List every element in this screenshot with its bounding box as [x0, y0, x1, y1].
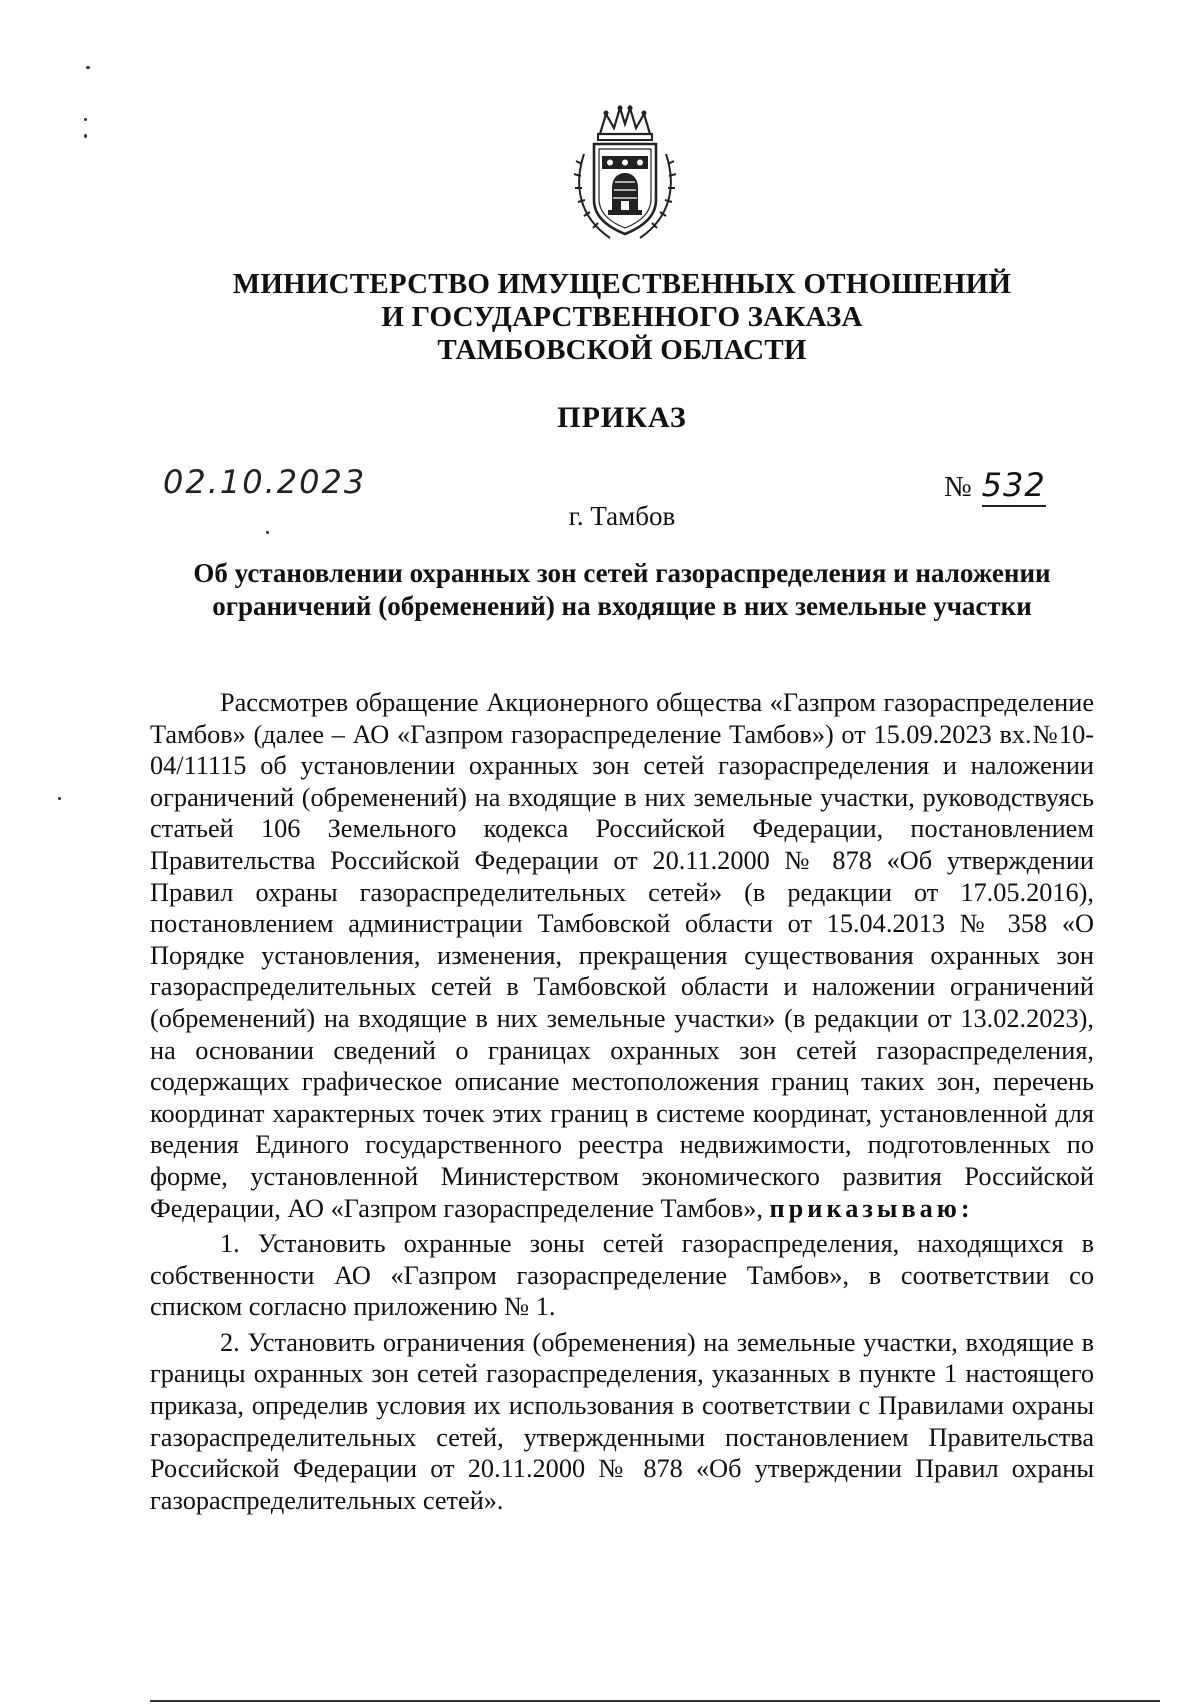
- ministry-name-line-2: И ГОСУДАРСТВЕННОГО ЗАКАЗА: [381, 301, 863, 333]
- city: г. Тамбов: [568, 501, 676, 531]
- order-subject-line-2: ограничений (обременений) на входящие в них земельные участки: [212, 591, 1032, 621]
- ministry-name: [150, 268, 1094, 367]
- preamble-text: Рассмотрев обращение Акционерного общества «Газпром газораспределение Тамбов» (далее – АО «Газпром газораспределение Тамбов») от 15.09.2023 вх.№10-04/11115 об установлении охранных зон сетей газораспределения и наложении ограничений (обременений) на входящие в них земельные участки, руководствуясь статьей 106 Земельного кодекса Российской Федерации, постановлением Правительства Российской Федерации от 20.11.2000 № 878 «Об утверждении Правил охраны газораспределительных сетей» (в редакции от 17.05.2016), постановлением администрации Тамбовской области от 15.04.2013 № 358 «О Порядке установления, изменения, прекращения существования охранных зон газораспределительных сетей в Тамбовской области и наложении ограничений (обременений) на входящие в них земельные участки» (в редакции от 13.02.2023), на основании сведений о границах охранных зон сетей газораспределения, содержащих графическое описание местоположения границ таких зон, перечень координат характерных точек этих границ в системе координат, установленной для ведения Единого государственного реестра недвижимости, подготовленных по форме, установленной Министерством экономического развития Российской Федерации, АО «Газпром газораспределение Тамбов»,: [150, 688, 1094, 1223]
- ministry-name-line-1: МИНИСТЕРСТВО ИМУЩЕСТВЕННЫХ ОТНОШЕНИЙ: [232, 268, 1012, 300]
- page-bottom-rule: [150, 1700, 1160, 1702]
- ministry-name-line-3: ТАМБОВСКОЙ ОБЛАСТИ: [437, 334, 807, 366]
- document-number: [944, 466, 1046, 504]
- order-word: приказываю: [769, 1193, 961, 1223]
- scan-speck: [84, 134, 87, 138]
- document-type: ПРИКАЗ: [557, 401, 687, 434]
- scan-speck: [266, 531, 269, 534]
- handwritten-date: 02.10.2023: [163, 463, 367, 501]
- order-colon: :: [960, 1193, 970, 1223]
- coat-of-arms-icon: [570, 104, 680, 244]
- order-item-2: 2. Установить ограничения (обременения) на земельные участки, входящие в границы охранных зон сетей газораспределения, указанных в пункте 1 настоящего приказа, определив условия их использования в соответствии с Правилами охраны газораспределительных сетей, утвержденными постановлением Правительства Российской Федерации от 20.11.2000 № 878 «Об утверждении Правил охраны газораспределительных сетей».: [150, 1327, 1094, 1515]
- preamble-paragraph: [150, 687, 1094, 1224]
- order-subject: [150, 557, 1094, 623]
- handwritten-number: 532: [982, 466, 1046, 507]
- scan-speck: [86, 66, 90, 69]
- scan-speck: [84, 118, 87, 121]
- scan-speck: [58, 797, 61, 800]
- number-sign: №: [944, 471, 972, 503]
- order-body: [150, 687, 1094, 1516]
- order-subject-line-1: Об установлении охранных зон сетей газораспределения и наложении: [193, 558, 1051, 588]
- order-item-1: 1. Установить охранные зоны сетей газораспределения, находящихся в собственности АО «Газпром газораспределение Тамбов», в соответствии со списком согласно приложению № 1.: [150, 1229, 1094, 1322]
